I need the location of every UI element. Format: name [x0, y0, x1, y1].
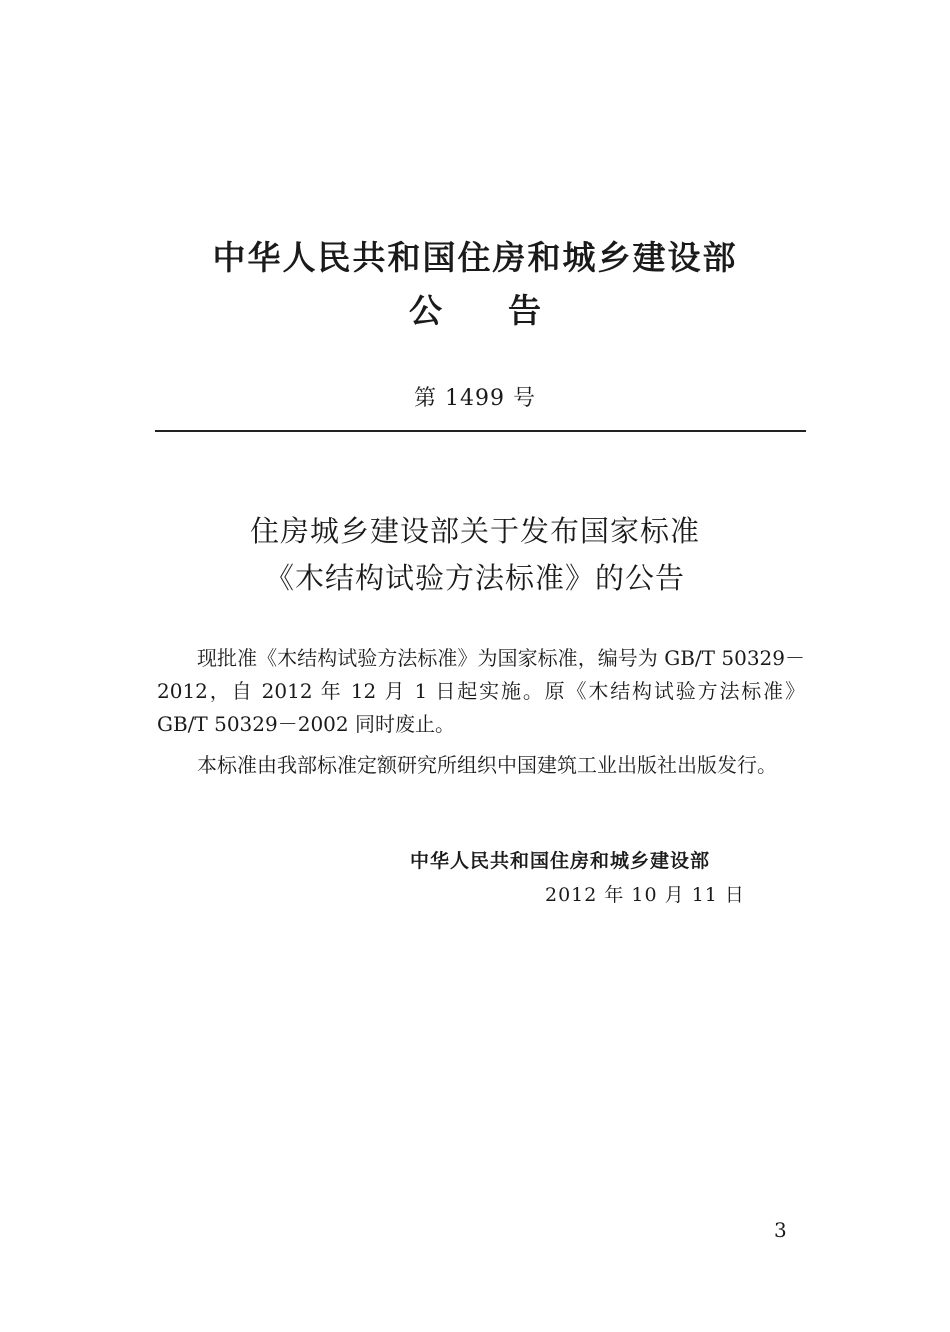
announcement-title-line-2: 《木结构试验方法标准》的公告: [264, 561, 685, 595]
announcement-body: [157, 642, 805, 790]
signature-date: 2012 年 10 月 11 日: [545, 884, 745, 906]
body-paragraph-publisher: 本标准由我部标准定额研究所组织中国建筑工业出版社出版发行。: [197, 753, 777, 777]
ministry-title: 中华人民共和国住房和城乡建设部: [212, 238, 738, 277]
signature-organization: 中华人民共和国住房和城乡建设部: [410, 850, 711, 872]
notice-number: 第 1499 号: [414, 386, 536, 411]
notice-heading: 公 告: [409, 291, 541, 330]
page-number: 3: [774, 1218, 787, 1242]
body-paragraph-approval: 现批准《木结构试验方法标准》为国家标准，编号为 GB/T 50329－2012，自 2012 年 12 月 1 日起实施。原《木结构试验方法标准》GB/T 50329－2002 同时废止。: [157, 646, 805, 736]
header-divider: [155, 430, 806, 432]
announcement-title-line-1: 住房城乡建设部关于发布国家标准: [249, 514, 700, 548]
